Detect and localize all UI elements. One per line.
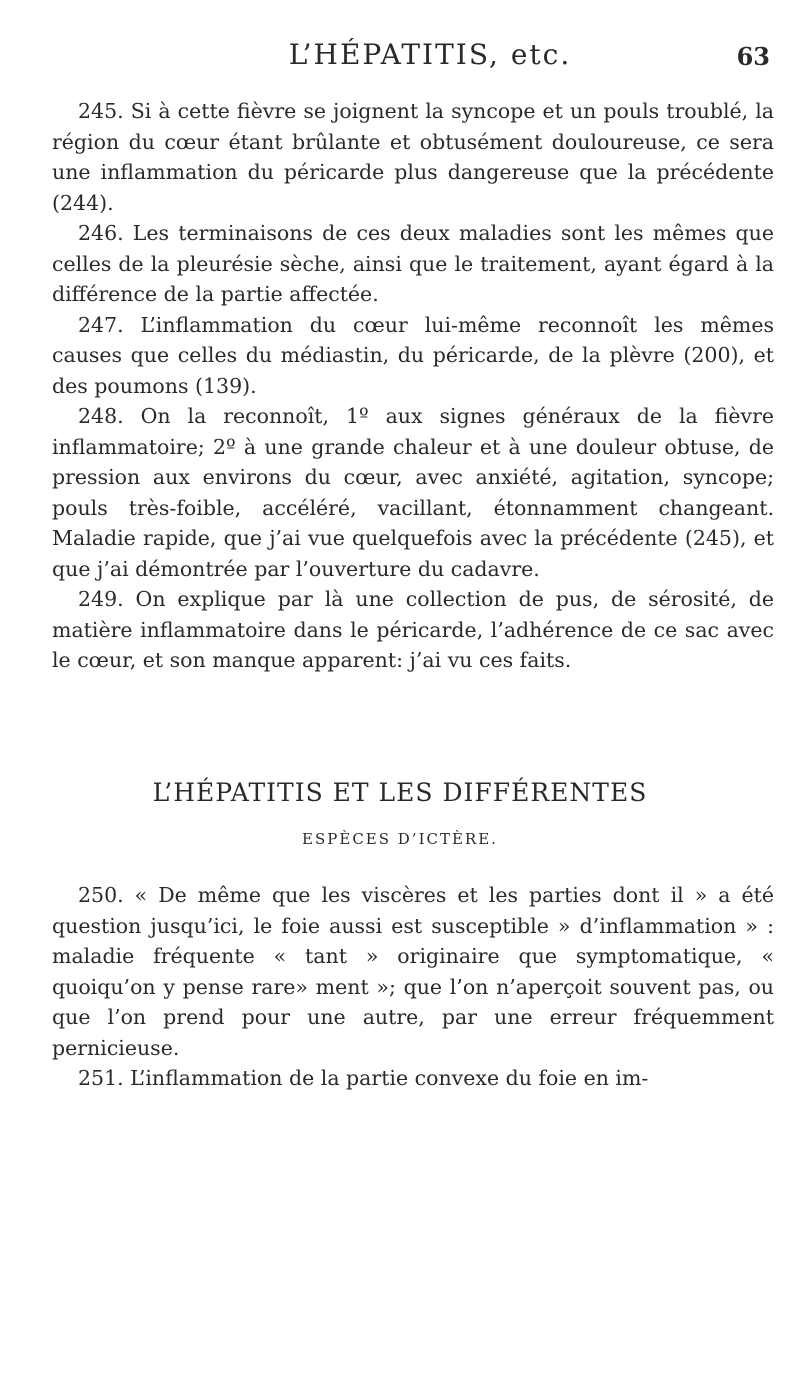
paragraph-248: 248. On la reconnoît, 1º aux signes généraux de la fièvre inflammatoire; 2º à une grande chaleur et à une douleur obtuse, de pression aux environs du cœur, avec anxiété, agitation, syncope; pouls très-foible, accéléré, vacillant, étonnamment changeant. Maladie rapide, que j’ai vue quelquefois avec la précédente (245), et que j’ai démontrée par l’ouverture du cadavre.	[52, 404, 774, 581]
paragraph-251: 251. L’inflammation de la partie convexe du foie en im-	[78, 1066, 649, 1090]
paragraph-245: 245. Si à cette fièvre se joignent la syncope et un pouls troublé, la région du cœur étant brûlante et obtusément douloureuse, ce sera une inflammation du péricarde plus dangereuse que la précédente (244).	[52, 99, 774, 215]
text-block-top	[52, 96, 774, 676]
section-subheading: ESPÈCES D’ICTÈRE.	[302, 830, 498, 848]
paragraph-250: 250. « De même que les viscères et les parties dont il » a été question jusqu’ici, le foie aussi est susceptible » d’inflammation » : maladie fréquente « tant » originaire que symptomatique, « quoiqu’on y pense rare» ment »; que l’on n’aperçoit souvent pas, ou que l’on prend pour une autre, par une erreur fréquemment pernicieuse.	[52, 883, 774, 1060]
paragraph-247: 247. L’inflammation du cœur lui-même reconnoît les mêmes causes que celles du médiastin, du péricarde, de la plèvre (200), et des poumons (139).	[52, 312, 774, 398]
page-number: 63	[736, 42, 770, 71]
paragraph-246: 246. Les terminaisons de ces deux maladies sont les mêmes que celles de la pleurésie sèche, ainsi que le traitement, ayant égard à la différence de la partie affectée.	[52, 221, 774, 306]
text-block-bottom	[52, 880, 774, 1094]
running-title: L’HÉPATITIS, etc.	[288, 38, 572, 71]
section-heading: L’HÉPATITIS ET LES DIFFÉRENTES	[152, 778, 648, 807]
paragraph-249: 249. On explique par là une collection de pus, de sérosité, de matière inflammatoire dans le péricarde, l’adhérence de ce sac avec le cœur, et son manque apparent: j’ai vu ces faits.	[52, 587, 774, 672]
running-head	[0, 38, 800, 78]
